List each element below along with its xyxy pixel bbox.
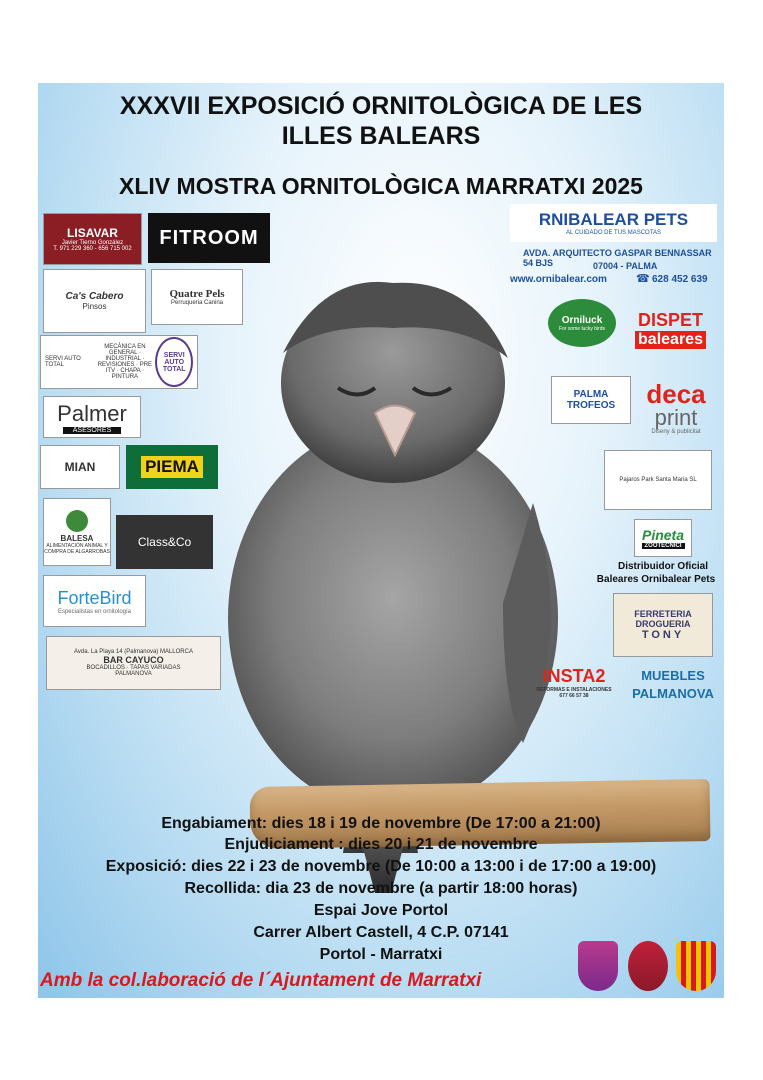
lisavar-name: LISAVAR bbox=[67, 226, 118, 240]
balesa-sub: ALIMENTACIÓN ANIMAL Y COMPRA DE ALGARROBAS bbox=[44, 542, 110, 555]
palmer-name: Palmer bbox=[57, 400, 127, 426]
info-exposicio: Exposició: dies 22 i 23 de novembre (De 10:00 a 13:00 i de 17:00 a 19:00) bbox=[105, 858, 657, 875]
palma-trofeos-name: PALMA TROFEOS bbox=[566, 389, 616, 411]
dispet-sub: baleares bbox=[635, 331, 706, 349]
mian-name: MIAN bbox=[64, 460, 96, 474]
deca-name: deca bbox=[646, 379, 706, 409]
balesa-name: BALESA bbox=[60, 533, 94, 543]
palmer-sub: ASESORES bbox=[63, 427, 122, 434]
ornibalear-name: RNIBALEAR PETS bbox=[538, 210, 689, 229]
logo-pajaros-park bbox=[604, 450, 712, 510]
servi-auto-name-small: SERVI AUTO TOTAL bbox=[45, 356, 81, 368]
class-name: Class&Co bbox=[137, 535, 192, 549]
pineta-dist-1: Distribuidor Oficial bbox=[617, 561, 708, 572]
title-line-3: XLIV MOSTRA ORNITOLÒGICA MARRATXI 2025 bbox=[119, 173, 643, 199]
drogueria-name: DROGUERIA bbox=[635, 619, 691, 629]
bar-cayuco-addr: Avda. La Playa 14 (Palmanova) MALLORCA bbox=[74, 649, 193, 655]
logo-servi-auto bbox=[40, 335, 198, 389]
logo-insta2 bbox=[529, 648, 619, 716]
fortebird-name: ForteBird bbox=[57, 587, 132, 608]
ornibalear-city: 07004 - PALMA bbox=[593, 261, 658, 271]
info-enjudiciament: Enjudiciament : dies 20 i 21 de novembre bbox=[224, 836, 538, 853]
insta2-sub: REFORMAS E INSTALACIONES bbox=[536, 686, 612, 693]
bar-cayuco-sub: BOCADILLOS · TAPAS VARIADAS bbox=[86, 665, 181, 671]
logo-orniluck bbox=[548, 299, 616, 347]
orniluck-sub: For some lucky birds bbox=[558, 325, 606, 332]
portol-shield-icon bbox=[628, 941, 668, 991]
logo-fortebird bbox=[43, 575, 146, 627]
info-lloc: Espai Jove Portol bbox=[313, 902, 449, 919]
muebles-line-2: PALMANOVA bbox=[632, 686, 714, 701]
balearic-shield-icon bbox=[676, 941, 716, 991]
ornibalear-addr: AVDA. ARQUITECTO GASPAR BENNASSAR 54 BJS bbox=[523, 248, 712, 268]
logo-palmer bbox=[43, 396, 141, 438]
marratxi-shield-icon bbox=[578, 941, 618, 991]
dispet-name: DISPET bbox=[637, 309, 703, 330]
logo-piema bbox=[126, 445, 218, 489]
logo-mian bbox=[40, 445, 120, 489]
fitroom-name: FITROOM bbox=[159, 226, 259, 249]
muebles-palmanova bbox=[623, 667, 723, 703]
deca-print-name: print bbox=[654, 405, 698, 430]
muebles-line-1: MUEBLES bbox=[641, 668, 705, 683]
ornibalear-web: www.ornibalear.com bbox=[510, 274, 607, 285]
title-line-2: ILLES BALEARS bbox=[281, 122, 481, 150]
servi-auto-badge: SERVI AUTO TOTAL bbox=[155, 337, 193, 387]
canary-bird-image bbox=[203, 273, 583, 853]
insta2-phone: 677 66 57 38 bbox=[559, 692, 589, 699]
piema-name: PIEMA bbox=[141, 456, 203, 478]
quatre-pels-name: Quatre Pels bbox=[169, 288, 225, 300]
info-recollida: Recollida: dia 23 de novembre (a partir 18:00 horas) bbox=[184, 880, 578, 897]
fortebird-sub: Especialistas en ornitología bbox=[57, 608, 132, 615]
ornibalear-tagline: AL CUIDADO DE TUS MASCOTAS bbox=[566, 230, 661, 236]
title-line-1: XXXVII EXPOSICIÓ ORNITOLÒGICA DE LES bbox=[119, 92, 643, 120]
logo-cas-cabers bbox=[43, 269, 146, 333]
servi-auto-desc: MECÀNICA EN GENERAL · INDUSTRIAL · REVISIONES · PRE ITV · CHAPA · PINTURA bbox=[97, 344, 153, 380]
lisavar-phone: T. 971 229 360 - 656 715 002 bbox=[53, 246, 132, 252]
cas-cabers-name: Ca's Cabero bbox=[65, 291, 124, 302]
tony-name: TONY bbox=[641, 629, 685, 641]
bar-cayuco-name: BAR CAYUCO bbox=[103, 655, 164, 665]
logo-fitroom bbox=[148, 213, 270, 263]
ferreteria-name: FERRETERIA bbox=[634, 609, 692, 619]
logo-pineta bbox=[634, 519, 692, 557]
cas-cabers-sub: Pinsos bbox=[82, 302, 107, 311]
ornibalear-phone: 628 452 639 bbox=[652, 274, 708, 285]
logo-quatre-pels bbox=[151, 269, 243, 325]
logo-dispet bbox=[623, 298, 718, 360]
insta2-name: INSTA2 bbox=[542, 665, 606, 686]
pineta-name: Pineta bbox=[641, 527, 684, 543]
bar-cayuco-palmanova: PALMANOVA bbox=[115, 671, 152, 677]
quatre-pels-sub: Perruqueria Canina bbox=[170, 300, 224, 306]
poster-background bbox=[38, 83, 724, 998]
logo-class bbox=[116, 515, 213, 569]
pajaros-name: Pajaros Park Santa Maria SL bbox=[619, 477, 697, 483]
lisavar-sub: Javier Tierno González bbox=[61, 240, 124, 246]
info-poble: Portol - Marratxi bbox=[319, 946, 443, 963]
orniluck-name: Orniluck bbox=[561, 314, 603, 326]
logo-balesa bbox=[43, 498, 111, 566]
logo-palma-trofeos bbox=[551, 376, 631, 424]
info-adreca: Carrer Albert Castell, 4 C.P. 07141 bbox=[253, 924, 509, 941]
collaboration-text: Amb la col.laboració de l´Ajuntament de Marratxi bbox=[40, 970, 482, 991]
pineta-sub: ZOOTECNICI bbox=[642, 543, 685, 549]
logo-bar-cayuco bbox=[46, 636, 221, 690]
pineta-dist-2: Baleares Ornibalear Pets bbox=[596, 574, 716, 585]
phone-icon: ☎ bbox=[636, 273, 650, 285]
deca-sub: Diseny & publicitat bbox=[651, 429, 701, 435]
logo-ferreteria bbox=[613, 593, 713, 657]
tree-icon bbox=[66, 510, 88, 532]
logo-lisavar bbox=[43, 213, 142, 265]
logo-deca-print bbox=[636, 376, 716, 440]
info-engabiament: Engabiament: dies 18 i 19 de novembre (De 17:00 a 21:00) bbox=[161, 815, 601, 832]
logo-ornibalear bbox=[510, 204, 717, 242]
